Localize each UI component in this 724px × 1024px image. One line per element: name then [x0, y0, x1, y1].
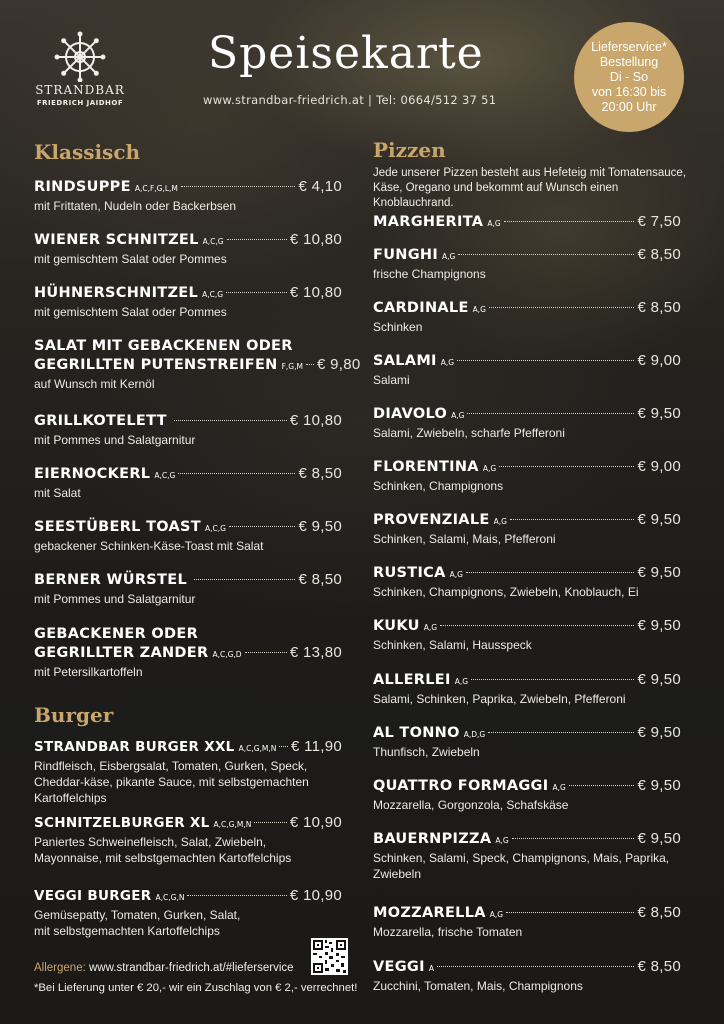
menu-item	[34, 887, 342, 939]
menu-item	[373, 904, 681, 940]
item-description: Paniertes Schweinefleisch, Salat, Zwiebeln, Mayonnaise, mit selbstgemachten Kartoffelchips	[34, 835, 292, 865]
allergens-note	[34, 962, 294, 974]
item-name: EIERNOCKERL	[34, 466, 151, 482]
item-name: GEGRILLTER ZANDER	[34, 645, 209, 661]
item-price: € 10,80	[289, 284, 342, 301]
item-price: € 8,50	[637, 958, 681, 975]
item-name: SEESTÜBERL TOAST	[34, 519, 201, 535]
delivery-badge	[574, 22, 684, 132]
qr-code-icon	[311, 938, 348, 975]
badge-line: Bestellung	[599, 54, 659, 69]
item-price: € 9,50	[637, 724, 681, 741]
menu-item	[373, 617, 681, 653]
menu-item	[373, 724, 681, 760]
item-allergens: F,G,M	[281, 362, 303, 371]
dot-leader	[457, 360, 634, 361]
item-allergens: A,G	[493, 517, 507, 526]
dot-leader	[245, 652, 287, 653]
badge-line: 20:00 Uhr	[601, 99, 657, 114]
item-name-line1: SALAT MIT GEBACKENEN ODER	[34, 338, 293, 354]
dot-leader	[306, 364, 314, 365]
dot-leader	[499, 466, 634, 467]
dot-leader	[488, 732, 634, 733]
delivery-note: *Bei Lieferung unter € 20,- wir ein Zuschlag von € 2,- verrechnet!	[34, 982, 358, 994]
allergens-label: Allergene:	[34, 962, 86, 974]
item-name: STRANDBAR BURGER XXL	[34, 739, 235, 755]
item-description: mit Frittaten, Nudeln oder Backerbsen	[34, 199, 237, 213]
item-allergens: A,C,G,M,N	[213, 820, 252, 829]
item-name: WIENER SCHNITZEL	[34, 232, 199, 248]
dot-leader	[187, 895, 286, 896]
dot-leader	[466, 572, 635, 573]
pizza-intro: Jede unserer Pizzen besteht aus Hefeteig mit Tomatensauce, Käse, Oregano und bekommt auf Wunsch einen Knoblauchrand.	[373, 167, 687, 209]
menu-item	[373, 958, 681, 994]
item-description: Thunfisch, Zwiebeln	[373, 745, 480, 759]
menu-item	[34, 412, 342, 448]
menu-item	[373, 405, 681, 441]
item-allergens: A,C,G	[204, 524, 226, 533]
item-name-line1: GEBACKENER ODER	[34, 626, 199, 642]
item-price: € 11,90	[290, 738, 342, 755]
item-price: € 9,50	[637, 617, 681, 634]
item-description: Salami, Schinken, Paprika, Zwiebeln, Pfefferoni	[373, 692, 626, 706]
menu-item	[373, 564, 681, 600]
item-price: € 9,50	[637, 777, 681, 794]
item-description: Schinken, Salami, Hausspeck	[373, 638, 532, 652]
item-description: Gemüsepatty, Tomaten, Gurken, Salat, mit selbstgemachten Kartoffelchips	[34, 908, 241, 938]
item-allergens: A,G	[449, 570, 463, 579]
item-description: mit Salat	[34, 486, 81, 500]
item-description: mit Pommes und Salatgarnitur	[34, 433, 196, 447]
item-price: € 10,80	[289, 231, 342, 248]
item-allergens: A,C,G,D	[212, 650, 242, 659]
item-allergens: A,D,G	[463, 730, 486, 739]
item-allergens: A,G	[423, 623, 438, 632]
section-heading-pizzen: Pizzen	[373, 138, 446, 162]
item-name: DIAVOLO	[373, 406, 448, 422]
logo-subtitle: FRIEDRICH JAIDHOF	[36, 99, 124, 107]
item-description: Salami, Zwiebeln, scharfe Pfefferoni	[373, 426, 565, 440]
item-name: BERNER WÜRSTEL	[34, 572, 187, 588]
item-name: RUSTICA	[373, 565, 446, 581]
item-name: MOZZARELLA	[373, 905, 486, 921]
item-allergens: A,G	[451, 411, 465, 420]
item-description: Schinken, Champignons, Zwiebeln, Knoblauch, Ei	[373, 585, 639, 599]
item-price: € 7,50	[637, 213, 681, 230]
dot-leader	[229, 526, 296, 527]
item-description: mit Pommes und Salatgarnitur	[34, 592, 196, 606]
section-heading-burger: Burger	[34, 703, 114, 727]
dot-leader	[467, 413, 634, 414]
badge-line: von 16:30 bis	[591, 84, 667, 99]
dot-leader	[510, 519, 635, 520]
item-name: AL TONNO	[373, 725, 460, 741]
dot-leader	[254, 822, 287, 823]
item-description: Schinken	[373, 320, 423, 334]
item-price: € 8,50	[298, 571, 342, 588]
dot-leader	[504, 221, 635, 222]
menu-item	[34, 571, 342, 607]
item-name: HÜHNERSCHNITZEL	[34, 285, 199, 301]
item-price: € 9,50	[637, 564, 681, 581]
item-price: € 10,90	[289, 887, 342, 904]
item-description: gebackener Schinken-Käse-Toast mit Salat	[34, 539, 264, 553]
item-allergens: A,C,G	[202, 237, 224, 246]
section-heading-klassisch: Klassisch	[34, 140, 141, 164]
dot-leader	[226, 292, 287, 293]
menu-item	[34, 231, 342, 267]
dot-leader	[178, 473, 295, 474]
item-price: € 8,50	[637, 299, 681, 316]
item-description: mit gemischtem Salat oder Pommes	[34, 252, 227, 266]
item-name: FLORENTINA	[373, 459, 479, 475]
dot-leader	[440, 625, 634, 626]
item-description: mit gemischtem Salat oder Pommes	[34, 305, 227, 319]
item-allergens: A,G	[442, 252, 456, 261]
item-allergens: A,G	[487, 219, 501, 228]
dot-leader	[194, 579, 295, 580]
item-description: mit Petersilkartoffeln	[34, 665, 143, 679]
item-allergens: A,G	[454, 677, 469, 686]
item-allergens: A,G	[440, 358, 455, 367]
menu-item	[34, 178, 342, 214]
menu-item	[34, 518, 342, 554]
item-name: SALAMI	[373, 353, 437, 369]
qr-code[interactable]	[311, 938, 348, 975]
dot-leader	[279, 746, 288, 747]
logo	[30, 30, 130, 107]
menu-item	[373, 352, 681, 388]
menu-item	[373, 299, 681, 335]
item-description: Mozzarella, frische Tomaten	[373, 925, 523, 939]
item-description: frische Champignons	[373, 267, 486, 281]
dot-leader	[227, 239, 287, 240]
item-price: € 9,50	[637, 405, 681, 422]
badge-line: Di - So	[609, 69, 649, 84]
menu-item	[373, 830, 681, 882]
item-description: Schinken, Salami, Speck, Champignons, Mais, Paprika, Zwiebeln	[373, 851, 670, 881]
item-allergens: A,C,G,M,N	[238, 744, 277, 753]
dot-leader	[489, 307, 634, 308]
dot-leader	[174, 420, 287, 421]
item-name: QUATTRO FORMAGGI	[373, 778, 549, 794]
item-description: Schinken, Champignons	[373, 479, 504, 493]
item-price: € 8,50	[637, 904, 681, 921]
contact-line: www.strandbar-friedrich.at | Tel: 0664/512 37 51	[203, 93, 497, 107]
item-allergens: A,C,G	[202, 290, 224, 299]
menu-item	[34, 814, 342, 866]
item-price: € 9,50	[637, 671, 681, 688]
item-allergens: A,G	[472, 305, 486, 314]
item-price: € 9,50	[637, 830, 681, 847]
item-name: FUNGHI	[373, 247, 439, 263]
menu-item	[34, 738, 342, 806]
item-name: RINDSUPPE	[34, 179, 131, 195]
item-allergens: A,G	[489, 910, 504, 919]
item-name: SCHNITZELBURGER XL	[34, 815, 210, 831]
allergens-link[interactable]: www.strandbar-friedrich.at/#lieferservice	[89, 962, 294, 974]
menu-item	[34, 284, 342, 320]
menu-item	[373, 213, 681, 230]
item-price: € 8,50	[637, 246, 681, 263]
logo-brand: STRANDBAR	[35, 83, 125, 97]
item-price: € 10,80	[289, 412, 342, 429]
item-allergens: A,G	[495, 836, 509, 845]
dot-leader	[506, 912, 634, 913]
item-price: € 9,50	[298, 518, 342, 535]
dot-leader	[181, 186, 296, 187]
item-price: € 9,00	[637, 458, 681, 475]
item-description: auf Wunsch mit Kernöl	[34, 377, 155, 391]
item-name: VEGGI	[373, 959, 425, 975]
item-price: € 8,50	[298, 465, 342, 482]
menu-item	[373, 777, 681, 813]
item-allergens: A,G	[552, 783, 566, 792]
item-name: KUKU	[373, 618, 420, 634]
item-description: Schinken, Salami, Mais, Pfefferoni	[373, 532, 556, 546]
dot-leader	[471, 679, 634, 680]
item-allergens: A	[428, 964, 434, 973]
page-title: Speisekarte	[208, 28, 484, 79]
item-allergens: A,C,G,N	[155, 893, 185, 902]
item-allergens: A,C,F,G,L,M	[134, 184, 178, 193]
item-name: VEGGI BURGER	[34, 888, 152, 904]
item-name: MARGHERITA	[373, 214, 484, 230]
item-name: GRILLKOTELETT	[34, 413, 167, 429]
ship-wheel-icon	[53, 30, 107, 82]
item-description: Rindfleisch, Eisbergsalat, Tomaten, Gurken, Speck, Cheddar-käse, pikante Sauce, mit selbstgemachten Kartoffelchips	[34, 759, 309, 805]
item-price: € 9,80	[316, 356, 361, 373]
menu-item	[373, 246, 681, 282]
dot-leader	[437, 966, 635, 967]
menu-item	[373, 511, 681, 547]
dot-leader	[569, 785, 635, 786]
item-price: € 9,50	[637, 511, 681, 528]
menu-item	[34, 465, 342, 501]
item-name: CARDINALE	[373, 300, 469, 316]
item-description: Mozzarella, Gorgonzola, Schafskäse	[373, 798, 569, 812]
item-name: ALLERLEI	[373, 672, 451, 688]
badge-line: Lieferservice*	[591, 39, 667, 54]
menu-item	[34, 624, 342, 680]
dot-leader	[458, 254, 634, 255]
item-name: PROVENZIALE	[373, 512, 490, 528]
menu-item	[373, 458, 681, 494]
item-price: € 13,80	[289, 644, 342, 661]
item-description: Zucchini, Tomaten, Mais, Champignons	[373, 979, 583, 993]
item-price: € 9,00	[637, 352, 681, 369]
item-price: € 10,90	[289, 814, 342, 831]
item-price: € 4,10	[298, 178, 342, 195]
menu-item	[373, 671, 681, 707]
item-name: GEGRILLTEN PUTENSTREIFEN	[34, 357, 278, 373]
item-name: BAUERNPIZZA	[373, 831, 492, 847]
dot-leader	[512, 838, 635, 839]
item-allergens: A,C,G	[154, 471, 176, 480]
item-description: Salami	[373, 373, 410, 387]
item-allergens: A,G	[482, 464, 497, 473]
menu-item	[34, 336, 361, 392]
